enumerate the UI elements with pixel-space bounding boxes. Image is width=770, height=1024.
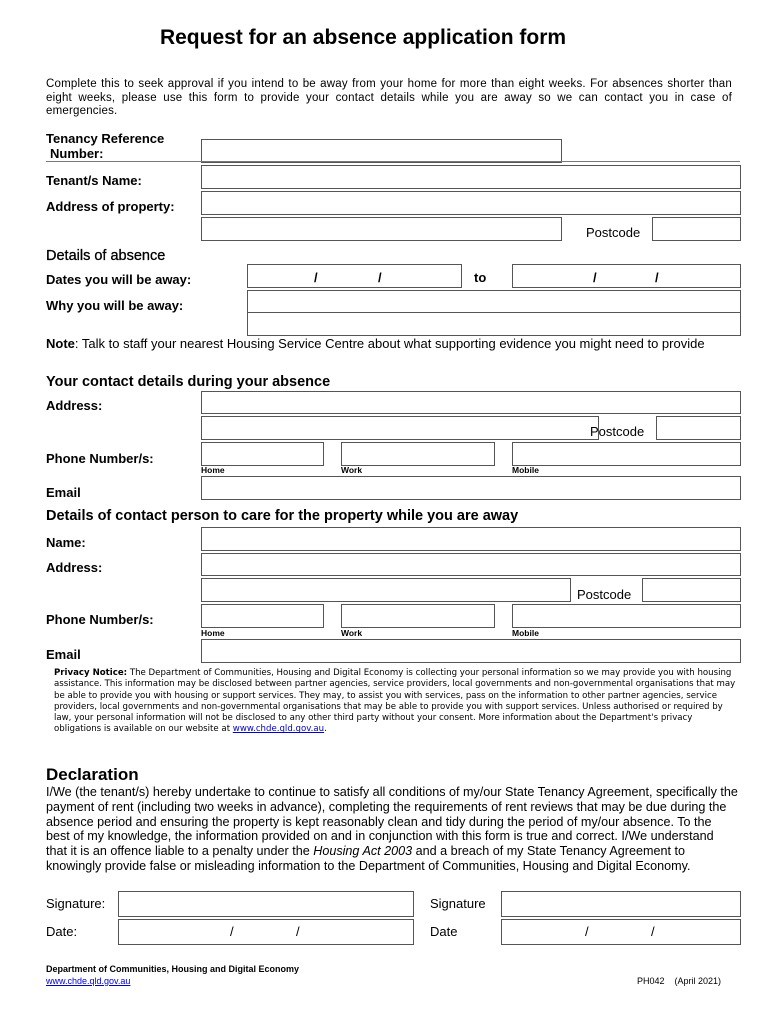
privacy-text: The Department of Communities, Housing and Digital Economy is collecting your personal information so we may provide you with housing assistance. This information may be disclosed between partner agencies, service providers, local governments and non-governmental organisations that may be able to provide you with housing or support services. They may, to assist you with services, pass on the information to other partner agencies, service providers, local governments and non-governmental organisations that may be able to provide you with support services. Unless authorised or required by law, your personal information will not be disclosed to any other third party without your consent. More information about the Department's privacy obligations is available on our website at [54,668,736,735]
contact-address-label: Address: [46,398,103,413]
property-postcode-label: Postcode [586,225,641,240]
tenancy-ref-label: Tenancy Reference [46,131,165,146]
carer-phone-label: Phone Number/s: [46,612,154,627]
date-from-input[interactable] [247,264,462,288]
contact-heading: Your contact details during your absence [46,374,331,390]
footer-dept: Department of Communities, Housing and Digital Economy [46,964,300,974]
form-code: PH042 (April 2021) [637,976,722,986]
carer-heading: Details of contact person to care for the property while you are away [46,508,519,524]
property-postcode-input[interactable] [652,217,741,241]
signature-label-2: Signature [430,896,486,911]
signature-input-2[interactable] [501,891,741,917]
date-input-1[interactable] [118,919,414,945]
carer-email-label: Email [46,647,81,662]
absence-heading: Details of absence [46,248,166,264]
carer-work-label: Work [341,628,363,638]
note-bold: Note [46,336,75,351]
carer-name-label: Name: [46,535,86,550]
signature-label: Signature: [46,896,106,911]
footer-link[interactable]: www.chde.qld.gov.au [46,976,131,986]
carer-email-input[interactable] [201,639,741,663]
note-body: : Talk to staff your nearest Housing Service Centre about what supporting evidence you might need to provide [74,336,705,351]
carer-mobile-phone-input[interactable] [512,604,741,628]
property-address-input-2[interactable] [201,217,562,241]
contact-mobile-label: Mobile [512,465,539,475]
declaration-body-2: and a breach of my State Tenancy Agreement to knowingly provide false or misleading information to the Department of Communities, Housing and Digital Economy. [46,844,691,873]
to-label: to [474,270,487,285]
declaration-body-1: I/We (the tenant/s) hereby undertake to continue to satisfy all conditions of my/our State Tenancy Agreement, specifically the payment of rent (including two weeks in advance), completing the requirements of rent reviews that may be due during the absence period and ensuring the property is kept reasonably clean and tidy during the period of my/our absence. To the best of my knowledge, the information provided on and in conjunction with this form is true and correct. I/We understand that it is an offence liable to a penalty under the [46,785,738,859]
carer-postcode-input[interactable] [642,578,741,602]
date-2-slash-1: / [585,924,589,939]
carer-address-input-1[interactable] [201,553,741,576]
declaration-text [46,785,738,874]
privacy-link[interactable]: www.chde.qld.gov.au [232,724,325,735]
signature-input-1[interactable] [118,891,414,917]
privacy-bold: Privacy Notice: [54,668,128,678]
dates-label: Dates you will be away: [46,272,192,287]
tenancy-ref-label-2: Number: [50,146,104,161]
date-to-slash-2: / [655,270,659,285]
contact-home-label: Home [201,465,225,475]
contact-phone-label: Phone Number/s: [46,451,154,466]
carer-home-phone-input[interactable] [201,604,324,628]
contact-address-input-1[interactable] [201,391,741,414]
why-label: Why you will be away: [46,298,184,313]
tenant-name-label: Tenant/s Name: [46,173,142,188]
privacy-notice [54,668,736,736]
why-input-1[interactable] [247,290,741,314]
carer-mobile-label: Mobile [512,628,539,638]
housing-act: Housing Act 2003 [313,844,413,859]
intro-text: Complete this to seek approval if you intend to be away from your home for more than eight weeks. For absences shorter than eight weeks, please use this form to provide your contact details while you are away so we can contact you in case of emergencies. [46,78,732,117]
contact-work-phone-input[interactable] [341,442,495,466]
date-1-slash-2: / [296,924,300,939]
date-label: Date: [46,924,78,939]
contact-address-input-2[interactable] [201,416,599,440]
declaration-heading: Declaration [46,765,139,784]
date-input-2[interactable] [501,919,741,945]
contact-postcode-input[interactable] [656,416,741,440]
date-from-slash-1: / [314,270,318,285]
divider [46,161,740,162]
carer-name-input[interactable] [201,527,741,551]
date-to-slash-1: / [593,270,597,285]
tenancy-ref-input[interactable] [201,139,562,163]
contact-postcode-label: Postcode [590,424,645,439]
contact-mobile-phone-input[interactable] [512,442,741,466]
note-text [46,336,736,351]
privacy-end: . [324,724,327,735]
carer-postcode-label: Postcode [577,587,632,602]
carer-address-input-2[interactable] [201,578,571,602]
date-label-2: Date [430,924,458,939]
contact-work-label: Work [341,465,363,475]
carer-work-phone-input[interactable] [341,604,495,628]
contact-email-input[interactable] [201,476,741,500]
date-from-slash-2: / [378,270,382,285]
tenant-name-input[interactable] [201,165,741,189]
property-address-input-1[interactable] [201,191,741,215]
contact-email-label: Email [46,485,81,500]
date-to-input[interactable] [512,264,741,288]
date-1-slash-1: / [230,924,234,939]
why-input-2[interactable] [247,312,741,336]
property-address-label: Address of property: [46,199,175,214]
page-title: Request for an absence application form [159,26,567,49]
contact-home-phone-input[interactable] [201,442,324,466]
date-2-slash-2: / [651,924,655,939]
carer-address-label: Address: [46,560,103,575]
carer-home-label: Home [201,628,225,638]
